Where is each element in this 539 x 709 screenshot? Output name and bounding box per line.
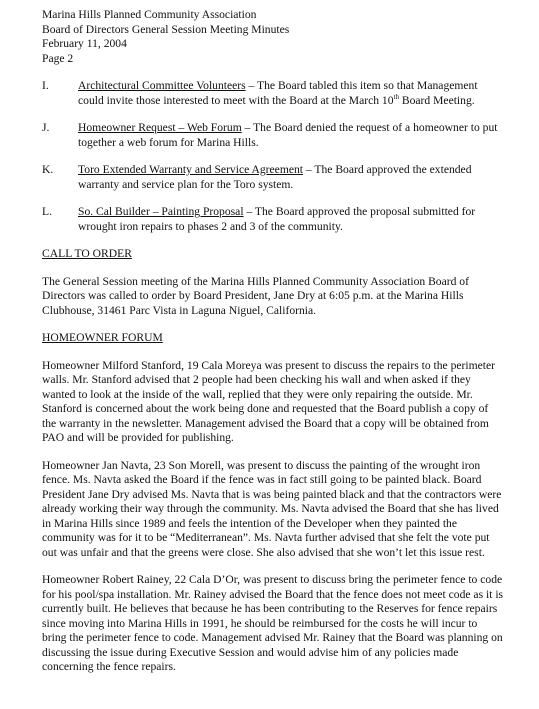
association-name: Marina Hills Planned Community Association [42,8,257,21]
item-title: Architectural Committee Volunteers [78,79,246,92]
document-title: Board of Directors General Session Meeting Minutes [42,22,290,36]
page-number: Page 2 [42,51,74,65]
item-letter: L. [42,205,52,218]
item-letter: I. [42,79,49,92]
item-text [78,205,504,234]
document-header [42,8,504,66]
forum-paragraph-stanford: Homeowner Milford Stanford, 19 Cala Moreya was present to discuss the repairs to the perimeter walls. Mr. Stanford advised that 2 people had been checking his wall and when asked if they wanted to look at the inside of the wall, replied that they were only repairing the outside. Mr. Stanford is concerned about the work being done and requested that the Board publish a copy of the warranty in the newsletter. Management advised the Board that a copy will be obtained from PAO and will be provided for publishing. [42,358,495,444]
minutes-page [42,8,504,675]
call-to-order-heading: CALL TO ORDER [42,247,132,260]
item-description-end: Board Meeting. [398,93,475,107]
item-text [78,121,504,150]
item-title: So. Cal Builder – Painting Proposal [78,205,244,218]
agenda-item-i [42,79,504,108]
item-description: – The Board tabled this item so that Management could invite those interested to meet with the Board at the March 10 [78,79,478,107]
forum-paragraph-navta: Homeowner Jan Navta, 23 Son Morell, was present to discuss the painting of the wrought iron fence. Ms. Navta asked the Board if the fence was in fact still going to be painted black. Board President Jane Dry advised Ms. Navta that is was being painted black and that the contractors were already working their way through the community. Ms. Navta advised the Board that she has lived in Marina Hills since 1989 and feels the intention of the Developer when they painted the community was for it to be “Mediterranean”. Ms. Navta further advised that she felt the vote put out was unfair and that the greens were close. She also advised that she won’t let this issue rest. [42,458,502,559]
call-to-order-paragraph: The General Session meeting of the Marina Hills Planned Community Association Board of Directors was called to order by Board President, Jane Dry at 6:05 p.m. at the Marina Hills Clubhouse, 31461 Parc Vista in Laguna Niguel, California. [42,274,469,317]
item-title: Toro Extended Warranty and Service Agreement [78,163,304,176]
agenda-item-l [42,205,504,234]
item-title: Homeowner Request – Web Forum [78,121,242,134]
item-letter: K. [42,163,54,176]
ordinal-suffix: th [393,92,399,101]
meeting-date: February 11, 2004 [42,37,127,50]
agenda-item-j [42,121,504,150]
item-text [78,163,504,192]
homeowner-forum-heading: HOMEOWNER FORUM [42,331,163,344]
agenda-item-k [42,163,504,192]
item-description: – The Board approved the extended warranty and service plan for the Toro system. [78,163,472,191]
item-description: – The Board denied the request of a homeowner to put together a web forum for Marina Hills. [78,121,498,149]
forum-paragraph-rainey: Homeowner Robert Rainey, 22 Cala D’Or, was present to discuss bring the perimeter fence to code for his pool/spa installation. Mr. Rainey advised the Board that the fence does not meet code as it is currently built. He believes that because he has been contributing to the Reserves for fence repairs since moving into Marina Hills in 1991, he should be reimbursed for the costs he will incur to bring the perimeter fence to code. Management advised Mr. Rainey that the Board was planning on discussing the issue during Executive Session and would advise him of any policies made concerning the fence repairs. [42,573,504,673]
item-letter: J. [42,121,50,134]
item-text [78,79,504,108]
item-description: – The Board approved the proposal submitted for wrought iron repairs to phases 2 and 3 of the community. [78,205,476,233]
